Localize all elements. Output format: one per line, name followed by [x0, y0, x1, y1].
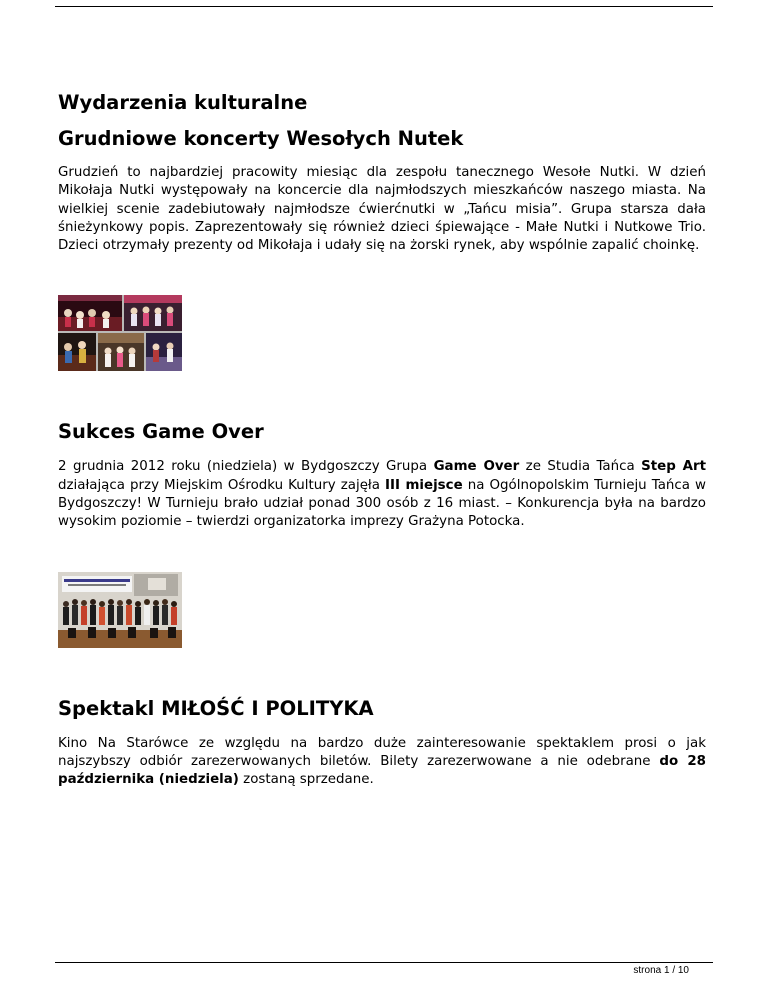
paragraph-run: 2 grudnia 2012 roku (niedziela) w Bydgoszczy Grupa: [58, 459, 434, 475]
concert-photo-collage: [58, 295, 182, 371]
paragraph-run: Kino Na Starówce ze względu na bardzo duże zainteresowanie spektaklem prosi o jak najszybszy odbiór zarezerwowanych biletów. Bilety zarezerwowane a nie odebrane: [58, 735, 706, 769]
footer-rule: [55, 962, 713, 963]
header-rule: [55, 6, 713, 7]
section-title-spektakl: Spektakl MIŁOŚĆ I POLITYKA: [58, 696, 374, 720]
paragraph-run: działająca przy Miejskim Ośrodku Kultury zajęła: [58, 477, 386, 493]
emphasis-text: Step Art: [641, 459, 706, 475]
section-text-koncerty: [58, 164, 706, 255]
emphasis-text: III miejsce: [385, 477, 463, 493]
emphasis-text: do 28 października (niedziela): [58, 753, 706, 788]
paragraph-run: zostaną sprzedane.: [238, 772, 374, 788]
paragraph-run: ze Studia Tańca: [519, 459, 642, 475]
section-title-game-over: Sukces Game Over: [58, 420, 264, 444]
section-text-game-over: [58, 458, 706, 531]
emphasis-text: Game Over: [433, 459, 520, 475]
page-content: [58, 88, 706, 790]
section-text-spektakl: [58, 735, 706, 790]
dance-group-photo: [58, 572, 182, 648]
section-title-koncerty: Grudniowe koncerty Wesołych Nutek: [58, 127, 464, 150]
paragraph-run: Grudzień to najbardziej pracowity miesiąc dla zespołu tanecznego Wesołe Nutki. W dzień Mikołaja Nutki występowały na koncercie dla najmłodszych mieszkańców naszego miasta. Na wielkiej scenie zadebiutowały najmłodsze ćwierćnutki w „Tańcu misia”. Grupa starsza dała śnieżynkowy popis. Zaprezentowały się również dzieci śpiewające - Małe Nutki i Nutkowe Trio. Dzieci otrzymały prezenty od Mikołaja i udały się na żorski rynek, aby wspólnie zapalić choinkę.: [58, 165, 706, 254]
page-number: strona 1 / 10: [633, 965, 689, 976]
paragraph-run: na Ogólnopolskim Turnieju Tańca w Bydgoszczy! W Turnieju brało udział ponad 300 osób z 16 miast. – Konkurencja była na bardzo wysokim poziomie – twierdzi organizatorka imprezy Grażyna Potocka.: [58, 477, 706, 530]
page-heading: Wydarzenia kulturalne: [58, 91, 308, 114]
